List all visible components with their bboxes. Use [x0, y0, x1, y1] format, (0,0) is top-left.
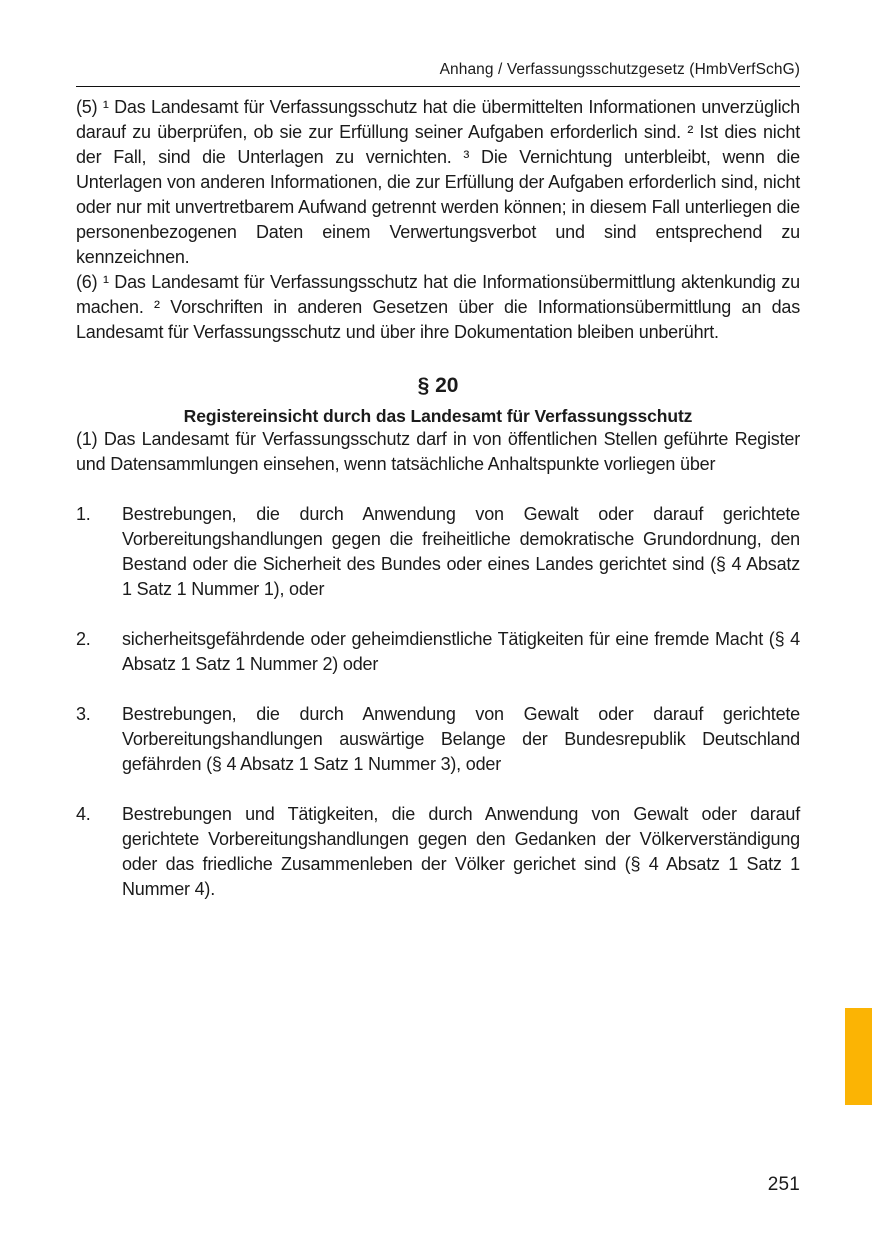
list-item: [76, 627, 800, 677]
list-item-text: sicherheitsgefährdende oder geheimdienstliche Tätigkeiten für eine fremde Macht (§ 4 Absatz 1 Satz 1 Nummer 2) oder: [122, 629, 800, 674]
list-item: [76, 502, 800, 602]
header-rule: [76, 86, 800, 87]
page-number: 251: [767, 1174, 800, 1195]
section-number-heading: § 20: [417, 374, 459, 397]
list-item-text: Bestrebungen, die durch Anwendung von Gewalt oder darauf gerichtete Vorbereitungshandlungen gegen die freiheitliche demokratische Grundordnung, den Bestand oder die Sicherheit des Bundes oder eines Landes gerichtet sind (§ 4 Absatz 1 Satz 1 Nummer 1), oder: [122, 504, 800, 599]
list-item: [76, 702, 800, 777]
section-title-heading: Registereinsicht durch das Landesamt für Verfassungsschutz: [183, 406, 693, 426]
list-item: [76, 802, 800, 902]
running-header: Anhang / Verfassungsschutzgesetz (HmbVerfSchG): [439, 61, 800, 78]
list-item-text: Bestrebungen, die durch Anwendung von Gewalt oder darauf gerichtete Vorbereitungshandlungen auswärtige Belange der Bundesrepublik Deutschland gefährden (§ 4 Absatz 1 Satz 1 Nummer 3), oder: [122, 704, 800, 774]
page-content: [76, 0, 800, 902]
list-item-text: Bestrebungen und Tätigkeiten, die durch Anwendung von Gewalt oder darauf gerichtete Vorbereitungshandlungen gegen den Gedanken der Völkerverständigung oder das friedliche Zusammenleben der Völker gerichet sind (§ 4 Absatz 1 Satz 1 Nummer 4).: [122, 804, 800, 899]
list-item-number: 3.: [76, 704, 91, 724]
list-item-number: 4.: [76, 804, 91, 824]
list-item-number: 1.: [76, 504, 91, 524]
paragraph-5: (5) ¹ Das Landesamt für Verfassungsschutz hat die übermittelten Informationen unverzüglich darauf zu überprüfen, ob sie zur Erfüllung seiner Aufgaben erforderlich sind. ² Ist dies nicht der Fall, sind die Unterlagen zu vernichten. ³ Die Vernichtung unterbleibt, wenn die Unterlagen von anderen Informationen, die zur Erfüllung der Aufgaben erforderlich sind, nicht oder nur mit unvertretbarem Aufwand getrennt werden können; in diesem Fall unterliegen die personenbezogenen Daten einem Verwertungsverbot und sind entsprechend zu kennzeichnen.: [76, 97, 800, 267]
list-item-number: 2.: [76, 629, 91, 649]
paragraph-6: (6) ¹ Das Landesamt für Verfassungsschutz hat die Informationsübermittlung aktenkundig zu machen. ² Vorschriften in anderen Gesetzen über die Informationsübermittlung an das Landesamt für Verfassungsschutz und über ihre Dokumentation bleiben unberührt.: [76, 272, 800, 342]
numbered-list: [76, 502, 800, 902]
thumb-index-tab: [845, 1008, 872, 1105]
paragraph-intro: (1) Das Landesamt für Verfassungsschutz darf in von öffentlichen Stellen geführte Register und Datensammlungen einsehen, wenn tatsächliche Anhaltspunkte vorliegen über: [76, 429, 800, 474]
